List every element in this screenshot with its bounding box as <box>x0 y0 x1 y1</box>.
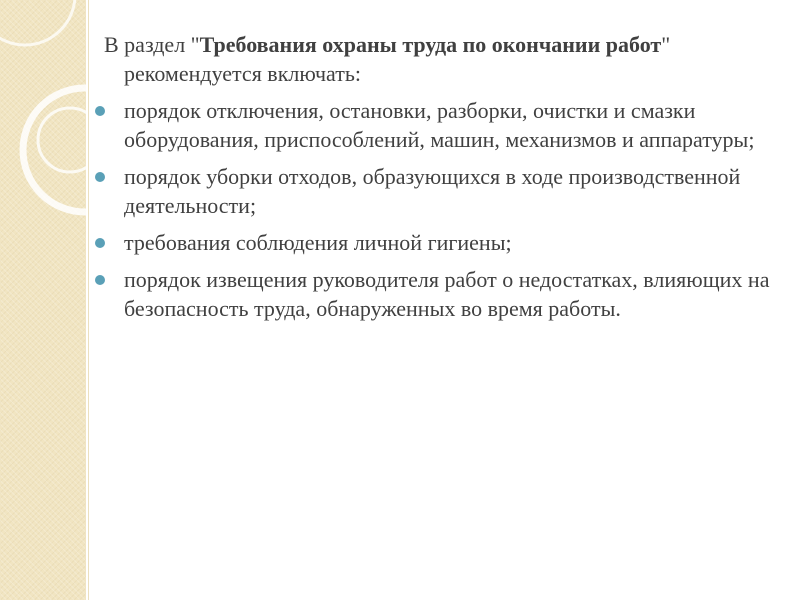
list-item <box>95 96 775 154</box>
bullet-dot-icon <box>95 275 105 285</box>
list-item-text: порядок уборки отходов, образующихся в ходе производственной деятельности; <box>124 164 741 218</box>
list-item-text: порядок извещения руководителя работ о недостатках, влияющих на безопасность труда, обнаруженных во время работы. <box>124 267 770 321</box>
list-item <box>95 162 775 220</box>
intro-tail: " рекомендуется включать: <box>124 32 671 86</box>
intro-lead: В раздел " <box>104 32 200 57</box>
list-item <box>95 265 775 323</box>
bullet-list <box>95 96 775 323</box>
bullet-dot-icon <box>95 238 105 248</box>
decor-ring-top <box>0 0 75 45</box>
intro-paragraph <box>95 30 775 88</box>
bullet-dot-icon <box>95 106 105 116</box>
decorative-side-panel <box>0 0 86 600</box>
list-item-text: порядок отключения, остановки, разборки, очистки и смазки оборудования, приспособлений, машин, механизмов и аппаратуры; <box>124 98 755 152</box>
decor-ring-small <box>38 108 86 172</box>
decor-ring-large <box>23 88 86 212</box>
panel-divider <box>88 0 89 600</box>
intro-section-title: Требования охраны труда по окончании работ <box>199 32 662 57</box>
bullet-dot-icon <box>95 172 105 182</box>
slide-content <box>95 30 775 331</box>
list-item-text: требования соблюдения личной гигиены; <box>124 230 512 255</box>
list-item <box>95 228 775 257</box>
decorative-circles <box>0 0 86 600</box>
